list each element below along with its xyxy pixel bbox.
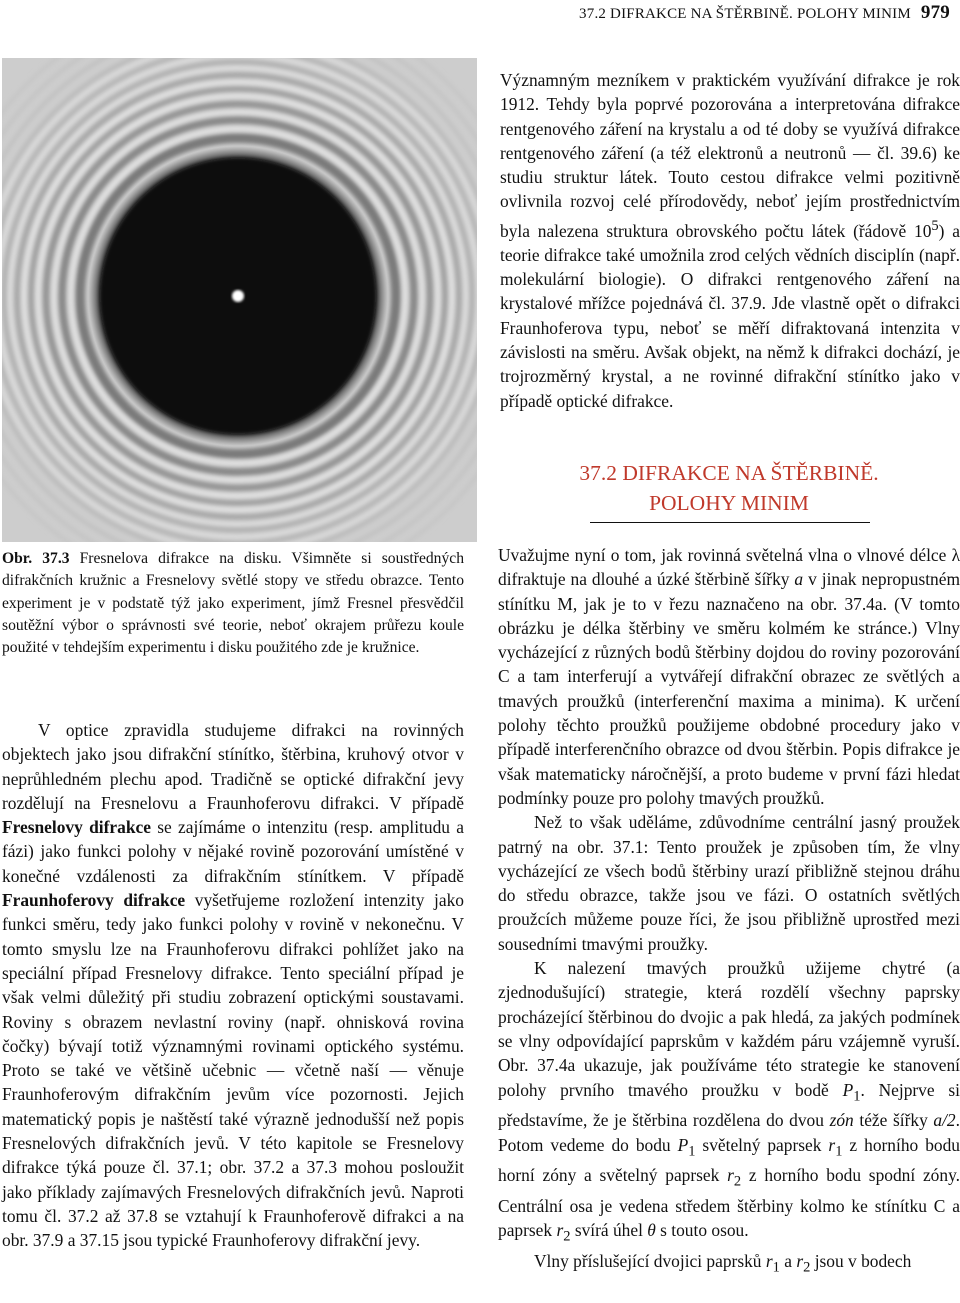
variable-r1: r [765,1251,773,1272]
subscript: 1 [688,1143,696,1160]
text-run: téže šířky [853,1110,934,1131]
variable-p1: P [677,1134,689,1155]
section-title-line-2: POLOHY MINIM [649,491,809,515]
left-column-text [2,718,464,1253]
section-title-line-1: 37.2 DIFRAKCE NA ŠTĚRBINĚ. [579,461,879,485]
text-run: a [779,1251,797,1272]
caption-text: Fresnelova difrakce na disku. Všimněte si soustředných difrakčních kružnic a Fresnelovy světlé stopy ve středu obrazce. Tento experiment je v podstatě týž jako experiment, jímž Fresnel přesvědčil soutěžní výbor o správnosti své teorie, neboť okrajem průřezu koule použité v tehdejším experimentu i disku použitého zde je kružnice. [2,550,464,657]
paragraph [498,956,960,1249]
text-run: . Nejprve si představíme, že je štěrbina rozdělena do dvou [498,1079,960,1131]
text-run: V optice zpravidla studujeme difrakci na rovinných objektech jako jsou difrakční stínítko, štěrbina, kruhový otvor v neprůhledném plechu apod. Tradičně se optické difrakční jevy rozdělují na Fresnelovu a Fraunhoferovu difrakci. V případě [2,720,464,813]
term-zone: zón [829,1110,854,1131]
paragraph [500,68,960,413]
diffraction-pattern-image [2,58,477,542]
symbol-lambda: λ [951,545,960,565]
text-run: se zajímáme o intenzitu (resp. amplitudu a fázi) jako funkci polohy v nějaké rovině pozorování umístěné v konečné vzdálenosti za difrakčním stínítkem. V případě [2,817,464,886]
variable-r2: r [556,1220,564,1241]
text-run: vyšetřujeme rozložení intenzity jako funkci směru, tedy jako funkci polohy v rovině v nekonečnu. V tomto smyslu lze na Fraunhoferovu difrakci pohlížet jako na speciální případ Fresnelovy difrakce. Tento speciální případ je však velmi důležitý při studiu zobrazení optickými soustavami. Roviny s obrazem nevlastní roviny (např. ohnisková rovina čočky) bývají totiž významnými rovinami optického systému. Proto se také ve většině učebnic — včetně naší — věnuje Fraunhoferovým difrakčním jevům více pozornosti. Jejich matematický popis je naštěstí také výrazně jednodušší než popis Fresnelových difrakčních jevů. V této kapitole se Fresnelovy difrakce týká pouze čl. 37.1; obr. 37.2 a 37.3 mohou posloužit jako příklady zajímavých Fresnelových difrakčních jevů. Naproti tomu čl. 37.2 až 37.8 se vztahují k Fraunhoferově difrakci a na obr. 37.9 a 37.15 jsou typické Fraunhoferovy difrakční jevy. [2,890,464,1251]
text-run: svírá úhel [570,1220,648,1241]
variable-r2: r [727,1165,734,1186]
paragraph [498,1249,960,1280]
section-title [498,458,960,518]
right-column-main-text [498,543,960,1280]
section-title-rule [590,522,870,523]
term-fraunhofer-diffraction: Fraunhoferovy difrakce [2,890,186,911]
variable-a-half: a/2 [933,1110,956,1131]
paragraph [498,543,960,810]
caption-label: Obr. 37.3 [2,550,70,567]
variable-r1: r [828,1134,836,1155]
variable-theta: θ [647,1220,656,1241]
text-run: z horního bodu horní zóny a světelný paprsek [498,1134,960,1186]
text-run: ) a teorie difrakce také umožnila zrod celých vědních disciplín (např. molekulární biologie). O difrakci rentgenového záření na krystalové mřížce pojednává čl. 37.9. Jde vlastně opět o difrakci Fraunhoferova typu, neboť se měří difraktovaná intenzita v závislosti na směru. Avšak objekt, na němž k difrakci dochází, je trojrozměrný krystal, a ne rovinné difrakční stínítko jako v případě optické difrakce. [500,220,960,411]
variable-a: a [794,569,804,590]
running-header [579,2,950,24]
text-run: Významným mezníkem v praktickém využívání difrakce je rok 1912. Tehdy byla poprvé pozorována a interpretována difrakce rentgenového záření na krystalu a od té doby se využívá difrakce rentgenového záření (a též elektronů a neutronů — čl. 39.6) ke studiu struktur látek. Touto cestou difrakce velmi pozitivně ovlivnila rozvoj celé přírodovědy, neboť jejím prostřednictvím byla nalezena struktura obrovského počtu látek (řádově 10 [500,70,960,241]
right-column-top-text [500,68,960,413]
figure-fresnel-diffraction-disc [2,58,477,542]
poisson-bright-spot-core [235,293,241,299]
text-run: Vlny příslušející dvojici paprsků [534,1251,766,1272]
variable-r2: r [796,1251,804,1272]
term-fresnel-diffraction: Fresnelovy difrakce [2,817,151,838]
paragraph [2,718,464,1253]
text-run: jsou v bodech [810,1251,912,1272]
subscript: 2 [563,1228,571,1245]
running-title: 37.2 DIFRAKCE NA ŠTĚRBINĚ. POLOHY MINIM [579,6,911,22]
text-run: v jinak nepropustném stínítku M, jak je to v řezu naznačeno na obr. 37.4a. (V tomto obrázku je délka štěrbiny ve směru kolmém ke stránce.) Vlny vycházející z různých bodů štěrbiny dojdou do roviny pozorování C a tam interferují a vytvářejí difrakční obrazec ze světlých a tmavých proužků (interferenční maxima a minima). K určení polohy těchto proužků použijeme obdobné procedury jako v případě interferenčního obrazce od dvou štěrbin. Popis difrakce je však matematicky náročnější, a proto budeme v první fázi hledat podmínky pouze pro polohy tmavých proužků. [498,569,960,808]
text-run: . Potom vedeme do bodu [498,1110,960,1155]
subscript: 2 [733,1173,742,1190]
text-run: difraktuje na dlouhé a úzké štěrbině šířky [498,569,795,590]
subscript: 2 [803,1259,811,1276]
variable-p1: P [842,1079,854,1100]
paragraph: Než to však uděláme, zdůvodníme centrální jasný proužek patrný na obr. 37.1: Tento proužek je způsoben tím, že vlny vycházející ze všech bodů štěrbiny urazí přibližně stejnou dráhu do středu obrazce, takže jsou ve fázi. O ostatních světlých proužcích můžeme pouze říci, že jsou přibližně uprostřed mezi sousedními tmavými proužky. [498,812,960,954]
text-run: světelný paprsek [695,1134,829,1155]
text-run: K nalezení tmavých proužků užijeme chytré (a zjednodušující) strategie, která rozdělí všechny paprsky procházející štěrbinou do dvojic a pak hledá, za jakých podmínek se vlny odpovídající paprskům v každém páru vzájemně vyruší. Obr. 37.4a ukazuje, jak používáme této strategie ke stanovení polohy prvního tmavého proužku v bodě [498,958,960,1100]
subscript: 1 [853,1088,861,1104]
subscript: 1 [835,1143,843,1160]
text-run: s touto osou. [655,1220,749,1241]
figure-caption [2,548,464,659]
text-run: z horního bodu spodní zóny. Centrální osa je vedena středem štěrbiny kolmo ke stínítku C a paprsek [498,1165,960,1241]
superscript: 5 [931,217,939,234]
subscript: 1 [772,1259,780,1276]
text-run: Uvažujme nyní o tom, jak rovinná světelná vlna o vlnové délce [498,545,952,565]
page-number: 979 [920,2,950,23]
